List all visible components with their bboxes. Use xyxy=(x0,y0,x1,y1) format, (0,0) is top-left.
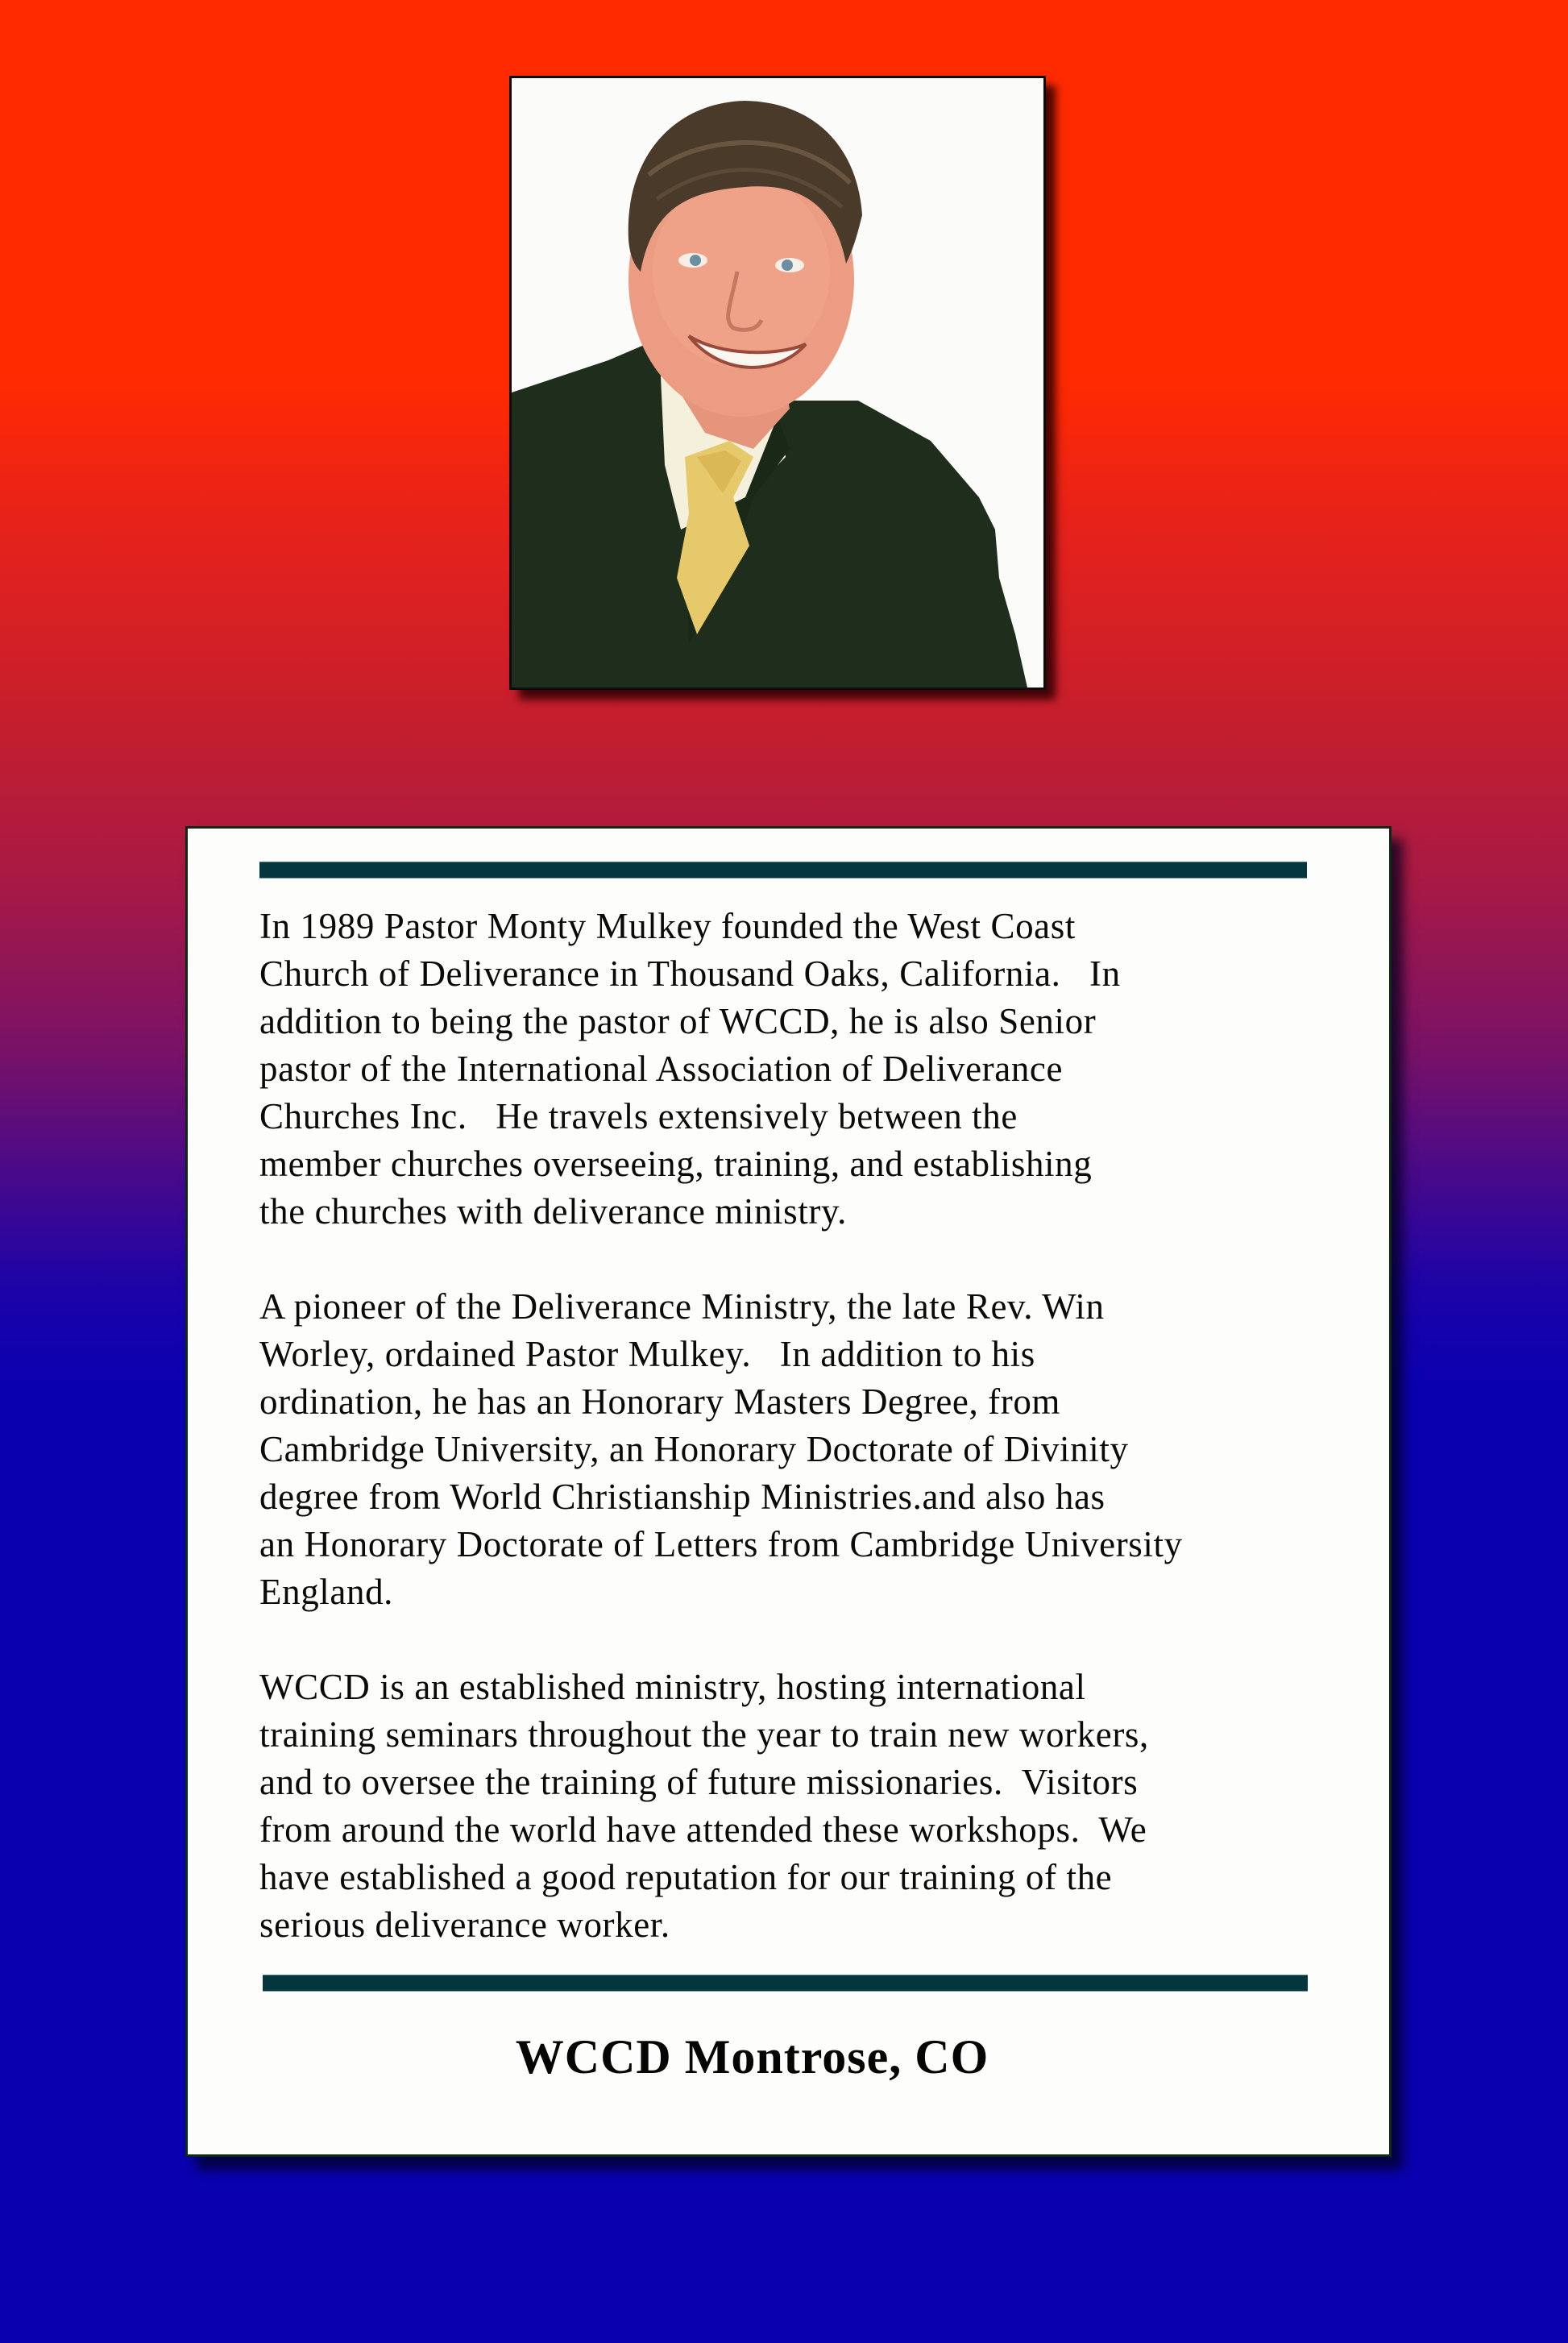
bio-line: an Honorary Doctorate of Letters from Cambridge University xyxy=(259,1524,1183,1564)
bio-line: serious deliverance worker. xyxy=(259,1905,670,1945)
bio-line: WCCD is an established ministry, hosting international xyxy=(259,1667,1086,1707)
portrait-photo xyxy=(509,76,1046,690)
portrait-illustration xyxy=(512,78,1043,688)
bio-line: Cambridge University, an Honorary Doctorate of Divinity xyxy=(259,1429,1129,1469)
bio-card xyxy=(185,826,1392,2157)
bio-line: A pioneer of the Deliverance Ministry, the late Rev. Win xyxy=(259,1286,1105,1327)
bio-line: the churches with deliverance ministry. xyxy=(259,1191,847,1232)
location-title xyxy=(188,2029,1389,2085)
bottom-divider-rule xyxy=(263,1975,1308,1992)
bio-line: have established a good reputation for our training of the xyxy=(259,1857,1113,1897)
bio-line: member churches overseeing, training, and establishing xyxy=(259,1144,1093,1184)
top-divider-rule xyxy=(259,862,1307,879)
bio-line: pastor of the International Association of Deliverance xyxy=(259,1049,1064,1089)
bio-line: training seminars throughout the year to train new workers, xyxy=(259,1714,1149,1755)
location-title-text: WCCD Montrose, CO xyxy=(515,2030,989,2083)
bio-line: In 1989 Pastor Monty Mulkey founded the West Coast xyxy=(259,906,1076,946)
bio-paragraph-credentials xyxy=(259,1283,1323,1616)
bio-paragraph-founding xyxy=(259,903,1323,1236)
bio-line: Worley, ordained Pastor Mulkey. In addition to his xyxy=(259,1334,1035,1374)
bio-line: England. xyxy=(259,1572,394,1612)
bio-line: and to oversee the training of future missionaries. Visitors xyxy=(259,1762,1139,1802)
bio-paragraph-ministry xyxy=(259,1664,1323,1949)
bio-line: degree from World Christianship Ministries.and also has xyxy=(259,1477,1105,1517)
bio-line: Churches Inc. He travels extensively between the xyxy=(259,1096,1018,1136)
bio-line: Church of Deliverance in Thousand Oaks, California. In xyxy=(259,953,1121,994)
bio-line: ordination, he has an Honorary Masters Degree, from xyxy=(259,1381,1061,1422)
bio-line: addition to being the pastor of WCCD, he is also Senior xyxy=(259,1001,1097,1041)
bio-line: from around the world have attended these workshops. We xyxy=(259,1809,1147,1850)
